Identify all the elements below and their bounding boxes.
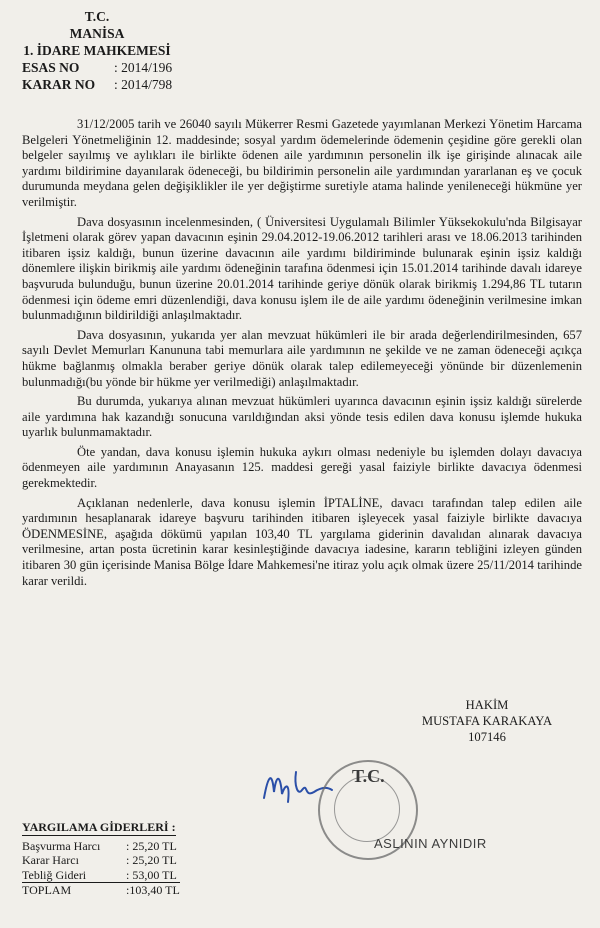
court-heading: 1. İDARE MAHKEMESİ	[23, 43, 171, 58]
cost-value: : 53,00 TL	[126, 867, 177, 882]
tc-heading: T.C.	[84, 9, 110, 24]
document-header	[22, 8, 172, 93]
paragraph: Bu durumda, yukarıya alınan mevzuat hükümleri uyarınca davacının eşinin işsiz kaldığı sürelerde aile yardımına hak kazandığı sonucuna varıldığından aksi yönde tesis edilen dava konusu işlemde hukuka uyarlık bulunmamaktadır.	[22, 394, 582, 440]
judge-signature-block	[412, 697, 562, 745]
seal-tc-text: T.C.	[352, 766, 385, 786]
cost-row	[22, 868, 180, 884]
esas-row	[22, 59, 172, 76]
karar-label: KARAR NO	[22, 77, 96, 92]
cost-value: : 25,20 TL	[126, 853, 177, 868]
karar-value: : 2014/798	[114, 77, 173, 92]
city-heading: MANİSA	[69, 26, 125, 41]
cost-label: TOPLAM	[22, 883, 72, 898]
cost-row	[22, 839, 180, 854]
cost-label: Başvurma Harcı	[22, 838, 101, 853]
esas-value: : 2014/196	[114, 60, 173, 75]
paragraph: 31/12/2005 tarih ve 26040 sayılı Mükerrer Resmi Gazetede yayımlanan Merkezi Yönetim Harcama Belgeleri Yönetmeliğinin 12. maddesinde; sosyal yardım ödemelerinde ödemenin çeşidine göre gerekli olan belgeler sayılmış ve aylıkları ile birlikte ödenen aile yardımının personelin ilk işe girişinde alınacak aile yardımı bildirimine dayanılarak ödeneceği, bu bildirimin personelin aile yardımından yararlanan eş ve çocuk durumunda meydana gelen değişiklikler ile yer değiştirme suretiyle atama halinde yenileneceği hükmüne yer verilmiştir.	[22, 117, 582, 209]
judge-name: MUSTAFA KARAKAYA	[421, 714, 553, 728]
costs-block	[22, 820, 180, 898]
paragraph: Öte yandan, dava konusu işlemin hukuka aykırı olması nedeniyle bu işlemden dolayı davacıya ödenmeyen aile yardımının Anayasanın 125. maddesi gereği yasal faiziyle birlikte davacıya ödenmesi gerekmektedir.	[22, 444, 582, 491]
judge-number: 107146	[468, 730, 506, 744]
cost-row	[22, 853, 180, 868]
cost-label: Karar Harcı	[22, 853, 79, 868]
cost-label: Tebliğ Gideri	[22, 867, 87, 882]
cost-value: : 25,20 TL	[126, 838, 177, 853]
costs-title: YARGILAMA GİDERLERİ :	[22, 820, 176, 834]
paragraph: Dava dosyasının, yukarıda yer alan mevzuat hükümleri ile bir arada değerlendirilmesinden, 657 sayılı Devlet Memurları Kanununa tabi memurlara aile yardımının ne şekilde ve ne zaman ödeneceği açıkça hükme bağlanmış olmakla beraber geriye dönük olarak talep edilemeyeceği yönünde bir düzenlemenin bulunmadığı(bu yönde bir hükme yer verilmediği) anlaşılmaktadır.	[22, 327, 582, 389]
cost-total-row	[22, 883, 180, 898]
paragraph: Dava dosyasının incelenmesinden, ( Üniversitesi Uygulamalı Bilimler Yüksekokulu'nda Bilgisayar İşletmeni olarak görev yapan davacının eşinin 29.04.2012-19.06.2012 tarihleri arası ve 18.06.2013 tarihinden itibaren işsiz kaldığı, bunun üzerine davacının aile yardımı bildiriminde bulunarak eşinin işsiz kaldığı dönemlere ilişkin birikmiş aile yardımı ödeneğinin tarafına ödenmesi için 15.01.2014 tarihinde davalı idareye başvuruda bulunduğu, bunun üzerine 20.01.2014 tarihinde geriye dönük olarak birikmiş 1.294,86 TL tutarın ödenmesi için ödeme emri düzenlendiği, dava konusu işlem ile de aile yardımı ödeneğinin verilmesine imkan bulunmadığının bildirildiği anlaşılmaktadır.	[22, 214, 582, 323]
karar-row	[22, 76, 172, 93]
cost-value: :103,40 TL	[126, 883, 180, 898]
esas-label: ESAS NO	[22, 60, 80, 75]
aslinin-aynidir-stamp: ASLININ AYNIDIR	[374, 836, 487, 851]
paragraph: Açıklanan nedenlerle, dava konusu işlemin İPTALİNE, davacı tarafından talep edilen aile yardımının hesaplanarak idareye başvuru tarihinden itibaren işleyecek yasal faiziyle birlikte davacıya ÖDENMESİNE, aşağıda dökümü yapılan 103,40 TL yargılama giderinin davalıdan alınarak davacıya verilmesine, artan posta ücretinin karar kesinleştiğinde davacıya iadesine, kararın tebliğini izleyen günden itibaren 30 gün içerisinde Manisa Bölge İdare Mahkemesi'ne itiraz yolu açık olmak üzere 25/11/2014 tarihinde karar verildi.	[22, 495, 582, 588]
judge-title: HAKİM	[465, 698, 509, 712]
decision-body	[22, 117, 582, 593]
